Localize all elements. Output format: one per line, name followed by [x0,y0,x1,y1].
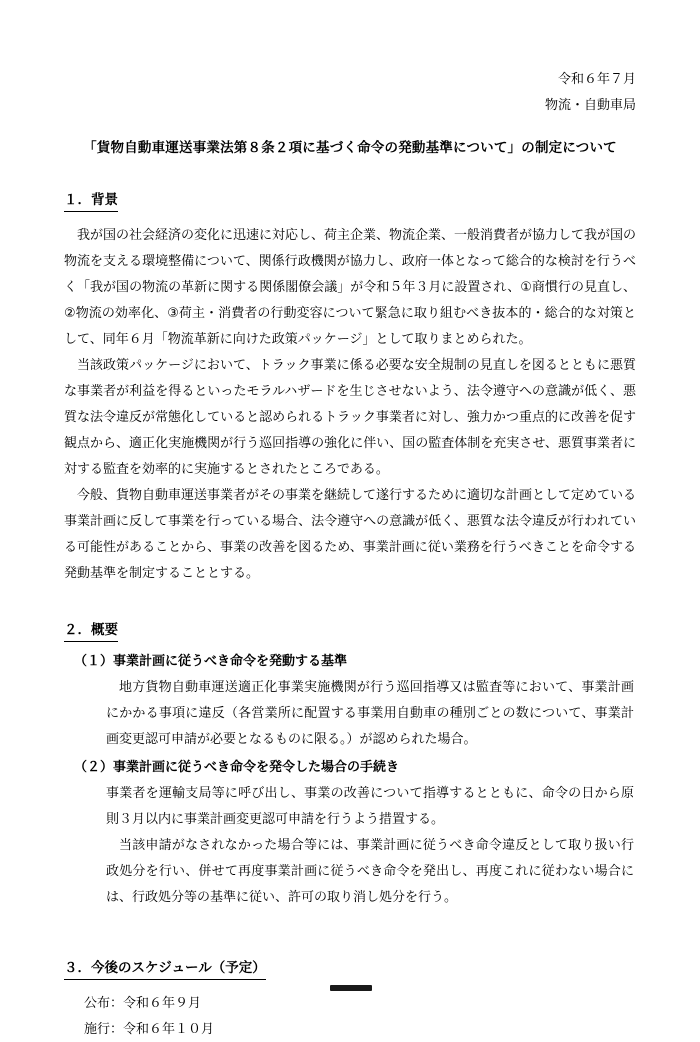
document-bureau: 物流・自動車局 [544,97,636,112]
schedule-enforcement-line: 施行：令和６年１０月 [84,1021,215,1036]
background-paragraph-2: 当該政策パッケージにおいて、トラック事業に係る必要な安全規制の見直しを図るとともに悪質な事業者が利益を得るといったモラルハザードを生じさせないよう、法令遵守への意識が低く、悪質な法令違反が常態化していると認められるトラック事業者に対し、強力かつ重点的に改善を促す観点から、適正化実施機関が行う巡回指導の強化に伴い、国の監査体制を充実させ、悪質事業者に対する監査を効率的に実施するとされたところである。 [64,357,636,476]
schedule-publication-line: 公布：令和６年９月 [84,995,202,1010]
document-title: 「貨物自動車運送事業法第８条２項に基づく命令の発動基準について」の制定について [83,140,617,155]
section-overview [64,618,636,910]
overview-item2-paragraph-1: 事業者を運輸支局等に呼び出し、事業の改善について指導するとともに、命令の日から原則３月以内に事業計画変更認可申請を行うよう措置する。 [106,785,634,826]
section-overview-heading: ２．概要 [64,618,118,642]
overview-item1-heading: （１）事業計画に従うべき命令を発動する基準 [74,653,348,668]
section-schedule [64,956,636,1042]
overview-item1-body: 地方貨物自動車運送適正化事業実施機関が行う巡回指導又は監査等において、事業計画にかかる事項に違反（各営業所に配置する事業用自動車の種別ごとの数について、事業計画変更認可申請が必要となるものに限る。）が認められた場合。 [106,679,634,746]
overview-item2-heading: （２）事業計画に従うべき命令を発令した場合の手続き [74,759,400,774]
overview-item2-paragraph-2: 当該申請がなされなかった場合等には、事業計画に従うべき命令違反として取り扱い行政処分を行い、併せて再度事業計画に従うべき命令を発出し、再度これに従わない場合には、行政処分等の基準に従い、許可の取り消し処分を行う。 [106,837,634,904]
scan-artifact-bottom [330,985,372,991]
document-date: 令和６年７月 [557,71,636,86]
document-header [64,66,636,118]
background-paragraph-3: 今般、貨物自動車運送事業者がその事業を継続して遂行するために適切な計画として定めている事業計画に反して事業を行っている場合、法令遵守への意識が低く、悪質な法令違反が行われている可能性があることから、事業の改善を図るため、事業計画に従い業務を行うべきことを命令する発動基準を制定することとする。 [64,487,637,580]
section-background-heading: １．背景 [64,188,118,212]
section-background [64,188,636,586]
background-paragraph-1: 我が国の社会経済の変化に迅速に対応し、荷主企業、物流企業、一般消費者が協力して我が国の物流を支える環境整備について、関係行政機関が協力し、政府一体となって総合的な検討を行うべく「我が国の物流の革新に関する関係閣僚会議」が令和５年３月に設置され、①商慣行の見直し、②物流の効率化、③荷主・消費者の行動変容について緊急に取り組むべき抜本的・総合的な対策として、同年６月「物流革新に向けた政策パッケージ」として取りまとめられた。 [64,227,637,346]
section-schedule-heading: ３．今後のスケジュール（予定） [64,956,266,980]
